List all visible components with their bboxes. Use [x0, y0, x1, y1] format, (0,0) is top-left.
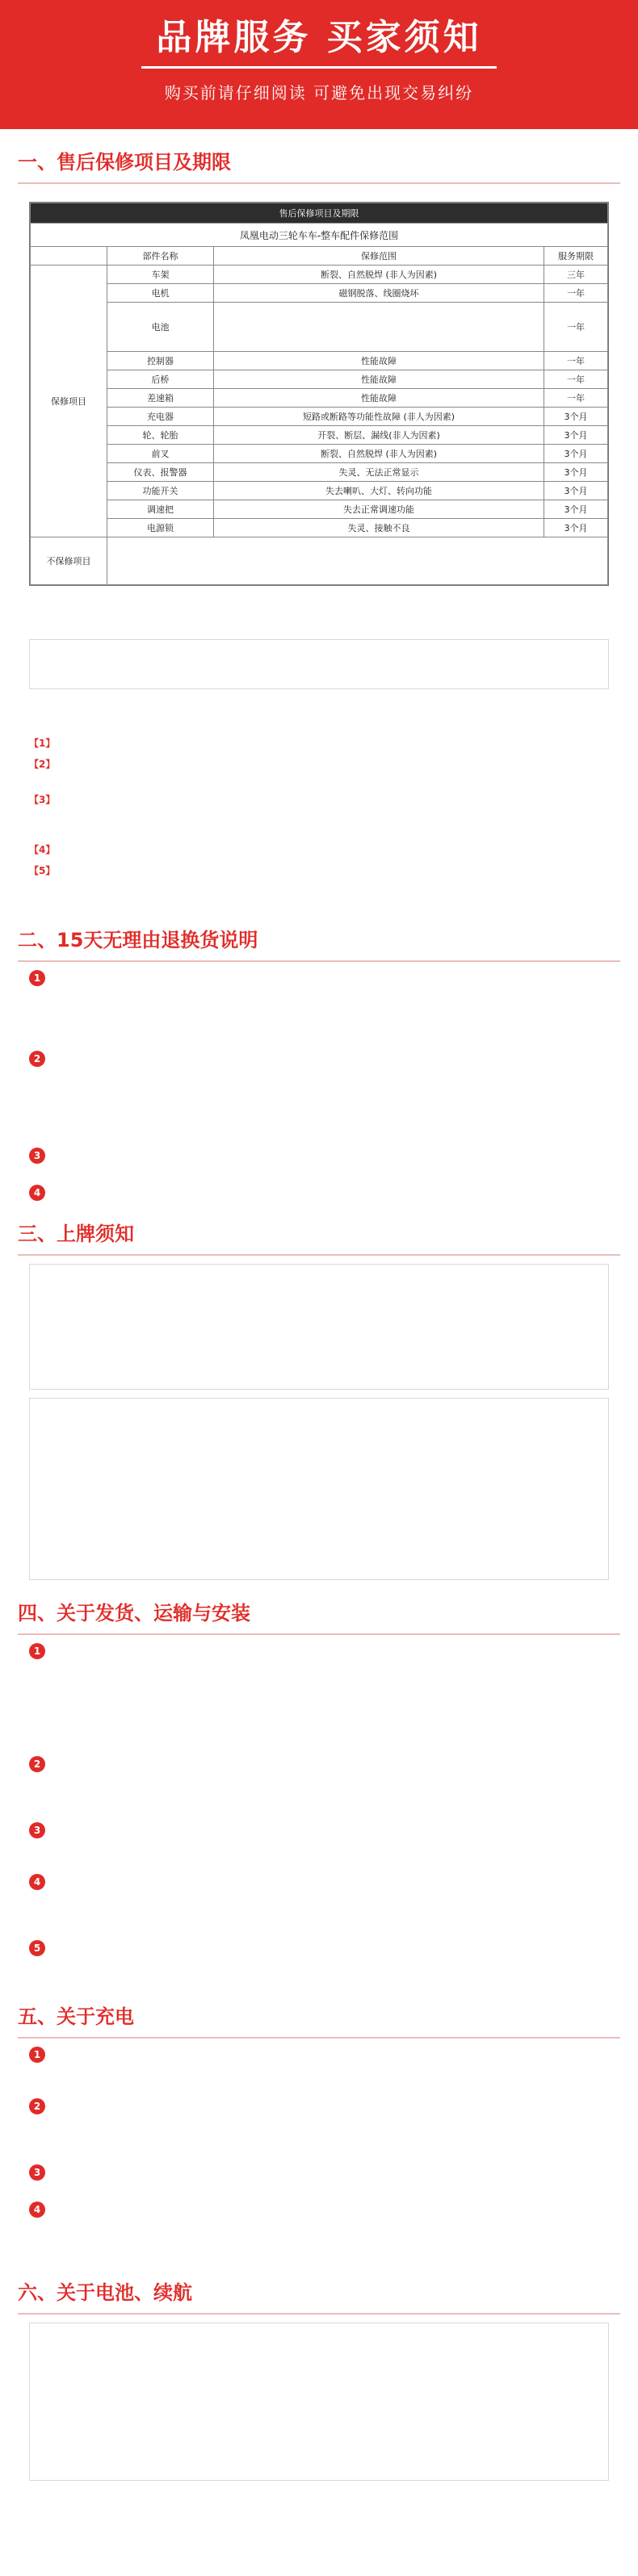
list-item	[29, 1185, 609, 1201]
list-item	[29, 864, 609, 907]
table-col-blank	[31, 247, 107, 266]
number-badge: 5	[29, 1940, 45, 1956]
list-item	[29, 2202, 609, 2260]
section-title-plate: 三、上牌须知	[0, 1212, 638, 1256]
list-item	[29, 736, 609, 751]
row-term: 一年	[544, 303, 608, 352]
list-text	[52, 970, 609, 1043]
category-excluded: 不保修项目	[31, 537, 107, 585]
row-scope: 失去喇叭、大灯、转向功能	[214, 482, 544, 500]
number-badge: 2	[29, 1051, 45, 1067]
list-item	[29, 1940, 609, 1984]
table-row	[31, 445, 608, 463]
number-badge: 1	[29, 970, 45, 986]
table-row	[31, 389, 608, 408]
row-part: 前叉	[107, 445, 214, 463]
table-row	[31, 482, 608, 500]
warm-tip-box	[29, 639, 609, 689]
list-num: 【5】	[29, 865, 56, 876]
list-num: 【3】	[29, 794, 56, 805]
table-col-term: 服务期限	[544, 247, 608, 266]
header-banner	[0, 0, 638, 129]
row-part: 车架	[107, 266, 214, 284]
row-scope: 开裂、断层、漏线(非人为因素)	[214, 426, 544, 445]
table-title: 售后保修项目及期限	[31, 203, 608, 224]
table-row	[31, 352, 608, 370]
row-scope: 性能故障	[214, 352, 544, 370]
table-row	[31, 303, 608, 352]
number-badge: 3	[29, 1822, 45, 1838]
list-item	[29, 1756, 609, 1814]
row-term: 一年	[544, 389, 608, 408]
row-part: 电源锁	[107, 519, 214, 537]
number-badge: 1	[29, 1643, 45, 1659]
list-item	[29, 757, 609, 786]
page-bottom-spacer	[0, 2568, 638, 2576]
list-text	[47, 843, 609, 857]
row-scope: 性能故障	[214, 389, 544, 408]
section-title-shipping: 四、关于发货、运输与安装	[0, 1591, 638, 1635]
row-term: 一年	[544, 352, 608, 370]
list-text	[52, 1822, 609, 1866]
row-part: 仪表、报警器	[107, 463, 214, 482]
table-row	[31, 463, 608, 482]
list-item	[29, 1874, 609, 1932]
table-row	[31, 408, 608, 426]
table-col-part: 部件名称	[107, 247, 214, 266]
section-title-battery: 六、关于电池、续航	[0, 2271, 638, 2315]
list-item	[29, 1148, 609, 1177]
battery-block-2	[29, 2489, 609, 2560]
list-text	[47, 792, 609, 836]
list-text	[52, 1756, 609, 1814]
list-num: 【1】	[29, 738, 56, 749]
list-item	[29, 2164, 609, 2193]
plate-block-1	[29, 1264, 609, 1390]
list-item	[29, 843, 609, 857]
battery-block-1	[29, 2323, 609, 2481]
section-title-charging: 五、关于充电	[0, 1995, 638, 2039]
row-scope: 磁钢脱落、线圈烧坏	[214, 284, 544, 303]
row-term: 3个月	[544, 519, 608, 537]
row-part: 轮、轮胎	[107, 426, 214, 445]
list-text	[52, 1148, 609, 1177]
list-item	[29, 1643, 609, 1748]
row-term: 3个月	[544, 482, 608, 500]
list-item	[29, 2047, 609, 2090]
row-scope: 失去正常调速功能	[214, 500, 544, 519]
list-text	[52, 1643, 609, 1748]
section-title-returns: 二、15天无理由退换货说明	[0, 918, 638, 962]
table-row	[31, 519, 608, 537]
row-part: 后桥	[107, 370, 214, 389]
row-part: 功能开关	[107, 482, 214, 500]
list-item	[29, 1051, 609, 1140]
row-part: 差速箱	[107, 389, 214, 408]
table-row	[31, 284, 608, 303]
row-scope: 断裂、自然脱焊 (非人为因素)	[214, 445, 544, 463]
list-text	[52, 1940, 609, 1984]
list-num: 【2】	[29, 759, 56, 770]
list-text	[52, 1051, 609, 1140]
row-scope	[214, 303, 544, 352]
plate-block-2	[29, 1398, 609, 1580]
table-col-scope: 保修范围	[214, 247, 544, 266]
page-title: 品牌服务 买家须知	[141, 15, 496, 69]
list-num: 【4】	[29, 844, 56, 855]
warranty-note	[29, 594, 609, 633]
list-text	[47, 757, 609, 786]
number-badge: 3	[29, 1148, 45, 1164]
table-row	[31, 426, 608, 445]
row-term: 一年	[544, 284, 608, 303]
list-text	[47, 736, 609, 751]
row-term: 3个月	[544, 500, 608, 519]
list-text	[52, 2202, 609, 2260]
number-badge: 4	[29, 1185, 45, 1201]
row-term: 3个月	[544, 426, 608, 445]
row-scope: 性能故障	[214, 370, 544, 389]
list-text	[52, 2164, 609, 2193]
number-badge: 1	[29, 2047, 45, 2063]
row-term: 3个月	[544, 445, 608, 463]
row-part: 电池	[107, 303, 214, 352]
list-text	[52, 1185, 609, 1201]
list-item	[29, 970, 609, 1043]
list-item	[29, 2098, 609, 2156]
table-row-excluded	[31, 537, 608, 585]
table-row	[31, 500, 608, 519]
row-part: 调速把	[107, 500, 214, 519]
list-text	[52, 1874, 609, 1932]
number-badge: 2	[29, 2098, 45, 2114]
list-text	[47, 864, 609, 907]
table-subtitle: 凤凰电动三轮车车-整车配件保修范围	[31, 224, 608, 247]
number-badge: 4	[29, 1874, 45, 1890]
section-title-warranty: 一、售后保修项目及期限	[0, 140, 638, 184]
number-badge: 3	[29, 2164, 45, 2181]
number-badge: 4	[29, 2202, 45, 2218]
table-row	[31, 266, 608, 284]
excluded-text	[107, 537, 608, 585]
note-line-b	[29, 715, 609, 730]
list-item	[29, 1822, 609, 1866]
row-scope: 断裂、自然脱焊 (非人为因素)	[214, 266, 544, 284]
warranty-table	[29, 202, 609, 586]
list-item	[29, 792, 609, 836]
number-badge: 2	[29, 1756, 45, 1772]
row-part: 控制器	[107, 352, 214, 370]
list-text	[52, 2098, 609, 2156]
row-scope: 失灵、接触不良	[214, 519, 544, 537]
table-row	[31, 370, 608, 389]
row-term: 一年	[544, 370, 608, 389]
row-term: 三年	[544, 266, 608, 284]
note-line-a	[29, 696, 609, 710]
page-subtitle: 购买前请仔细阅读 可避免出现交易纠纷	[164, 83, 474, 102]
category-main: 保修项目	[31, 266, 107, 537]
row-part: 充电器	[107, 408, 214, 426]
row-scope: 失灵、无法正常显示	[214, 463, 544, 482]
row-term: 3个月	[544, 463, 608, 482]
row-part: 电机	[107, 284, 214, 303]
row-term: 3个月	[544, 408, 608, 426]
row-scope: 短路或断路等功能性故障 (非人为因素)	[214, 408, 544, 426]
list-text	[52, 2047, 609, 2090]
